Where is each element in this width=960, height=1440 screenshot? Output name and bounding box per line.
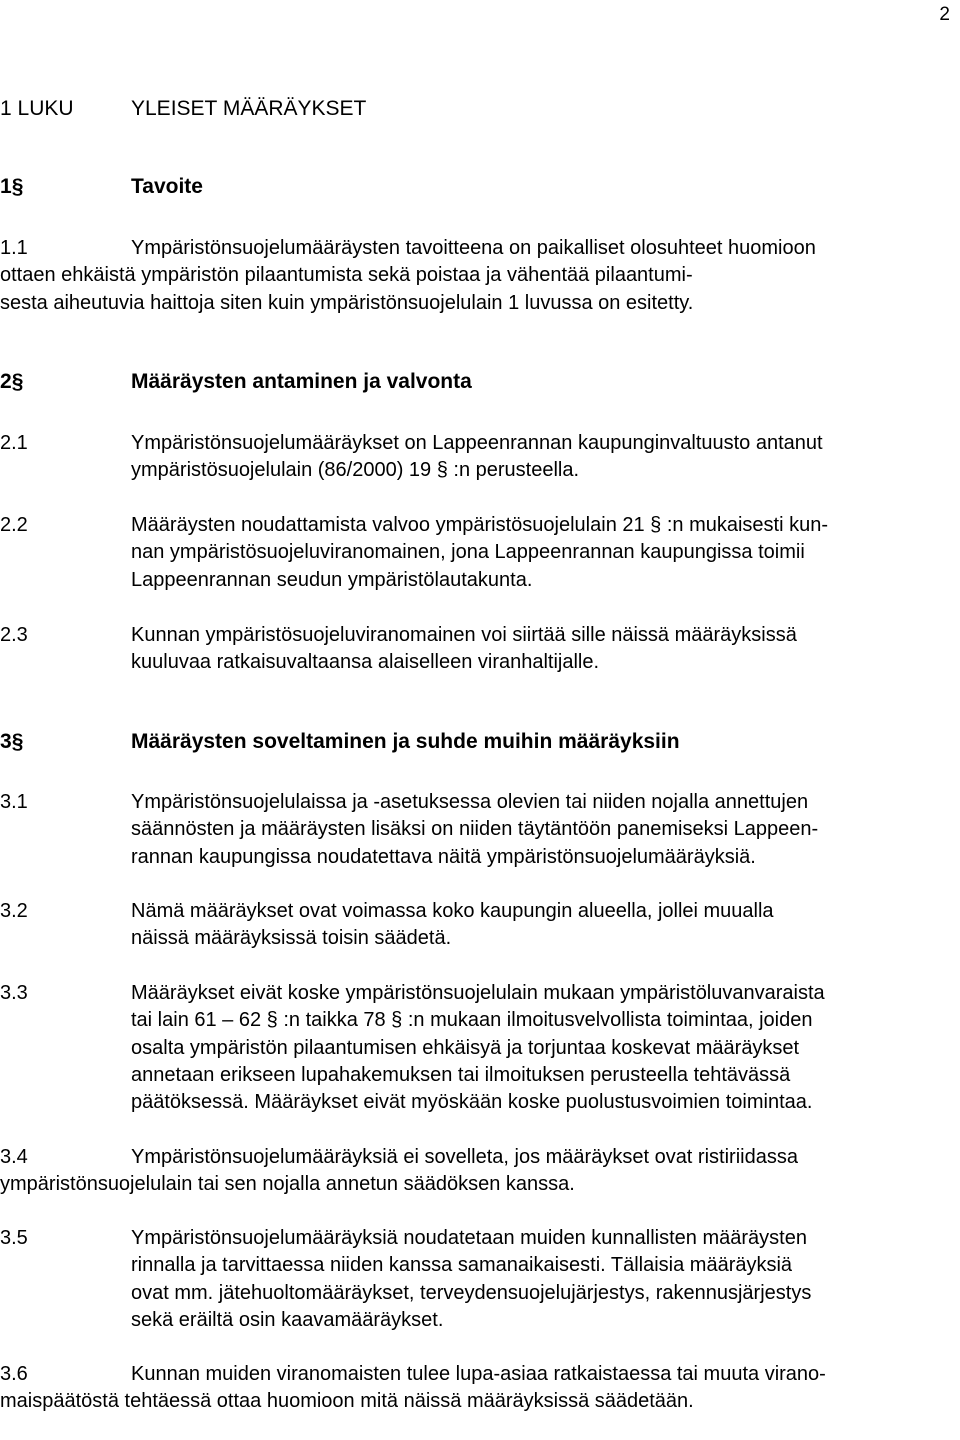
paragraph-number: 2.3 — [0, 624, 28, 646]
paragraph-2-3 — [0, 622, 955, 677]
paragraph-text: ottaen ehkäistä ympäristön pilaantumista sekä poistaa ja vähentää pilaantumi- sesta aiheutuvia haittoja siten kuin ympäristönsuojelulain 1 luvussa on esitetty. — [0, 264, 694, 314]
paragraph-number: 2.1 — [0, 432, 28, 454]
paragraph-first-line: Kunnan muiden viranomaisten tulee lupa-asiaa ratkaistaessa tai muuta virano- — [131, 1363, 826, 1385]
paragraph-3-1 — [0, 789, 955, 871]
section-title: Määräysten antaminen ja valvonta — [131, 370, 472, 393]
paragraph-3-2 — [0, 898, 955, 953]
paragraph-text: Nämä määräykset ovat voimassa koko kaupungin alueella, jollei muualla näissä määräyksissä toisin säädetä. — [131, 900, 774, 950]
paragraph-number: 1.1 — [0, 237, 28, 259]
section-heading-3 — [0, 728, 680, 756]
paragraph-number: 2.2 — [0, 514, 28, 536]
paragraph-text: Määräysten noudattamista valvoo ympäristösuojelulain 21 § :n mukaisesti kun- nan ympäristösuojeluviranomainen, jona Lappeenrannan kaupungissa toimii Lappeenrannan seudun ympäristölautakunta. — [131, 514, 829, 591]
section-symbol: § — [11, 730, 24, 753]
paragraph-text: Kunnan ympäristösuojeluviranomainen voi siirtää sille näissä määräyksissä kuuluvaa ratkaisuvaltaansa alaiselleen viranhaltijalle. — [131, 624, 797, 674]
paragraph-2-1 — [0, 430, 955, 485]
paragraph-text: Ympäristönsuojelulaissa ja -asetuksessa olevien tai niiden nojalla annettujen säännösten ja määräysten lisäksi on niiden täytäntöön panemiseksi Lappeen- rannan kaupungissa noudatettava näitä ympäristönsuojelumääräyksiä. — [131, 791, 819, 868]
paragraph-number: 3.4 — [0, 1146, 28, 1168]
chapter-title: YLEISET MÄÄRÄYKSET — [131, 97, 367, 120]
paragraph-3-4 — [0, 1144, 955, 1199]
paragraph-3-3 — [0, 980, 955, 1116]
section-number: 2 — [0, 370, 12, 393]
section-symbol: § — [11, 370, 24, 393]
section-title: Tavoite — [131, 175, 203, 198]
section-heading-2 — [0, 368, 472, 396]
paragraph-number: 3.5 — [0, 1227, 28, 1249]
paragraph-number: 3.3 — [0, 982, 28, 1004]
paragraph-text: ympäristönsuojelulain tai sen nojalla annetun säädöksen kanssa. — [0, 1173, 575, 1196]
paragraph-number: 3.1 — [0, 791, 28, 813]
paragraph-2-2 — [0, 512, 955, 594]
paragraph-3-6 — [0, 1361, 955, 1416]
section-number: 3 — [0, 730, 12, 753]
section-symbol: § — [11, 175, 24, 198]
paragraph-number: 3.6 — [0, 1363, 28, 1385]
paragraph-1-1 — [0, 235, 955, 317]
paragraph-first-line: Ympäristönsuojelumääräyksiä ei sovelleta, jos määräykset ovat ristiriidassa — [131, 1146, 798, 1168]
paragraph-text: Ympäristönsuojelumääräykset on Lappeenrannan kaupunginvaltuusto antanut ympäristösuojelulain (86/2000) 19 § :n perusteella. — [131, 432, 823, 482]
chapter-number: 1 LUKU — [0, 97, 74, 120]
paragraph-text: Määräykset eivät koske ympäristönsuojelulain mukaan ympäristöluvanvaraista tai lain 61 – 62 § :n taikka 78 § :n mukaan ilmoitusvelvollista toimintaa, joiden osalta ympäristön pilaantumisen ehkäisyä ja torjuntaa koskevat määräykset annetaan erikseen lupahakemuksen tai ilmoituksen perusteella tehtävässä päätöksessä. Määräykset eivät myöskään koske puolustusvoimien toimintaa. — [131, 982, 825, 1114]
paragraph-3-5 — [0, 1225, 955, 1334]
paragraph-text: maispäätöstä tehtäessä ottaa huomioon mitä näissä määräyksissä säädetään. — [0, 1390, 694, 1413]
section-heading-1 — [0, 173, 203, 201]
paragraph-text: Ympäristönsuojelumääräyksiä noudatetaan muiden kunnallisten määräysten rinnalla ja tarvittaessa niiden kanssa samanaikaisesti. Tällaisia määräyksiä ovat mm. jätehuoltomääräykset, terveydensuojelujärjestys, rakennusjärjestys sekä eräiltä osin kaavamääräykset. — [131, 1227, 812, 1331]
section-number: 1 — [0, 175, 12, 198]
page-number: 2 — [939, 4, 950, 25]
paragraph-first-line: Ympäristönsuojelumääräysten tavoitteena on paikalliset olosuhteet huomioon — [131, 237, 816, 259]
paragraph-number: 3.2 — [0, 900, 28, 922]
chapter-heading — [0, 95, 366, 123]
section-title: Määräysten soveltaminen ja suhde muihin määräyksiin — [131, 730, 680, 753]
